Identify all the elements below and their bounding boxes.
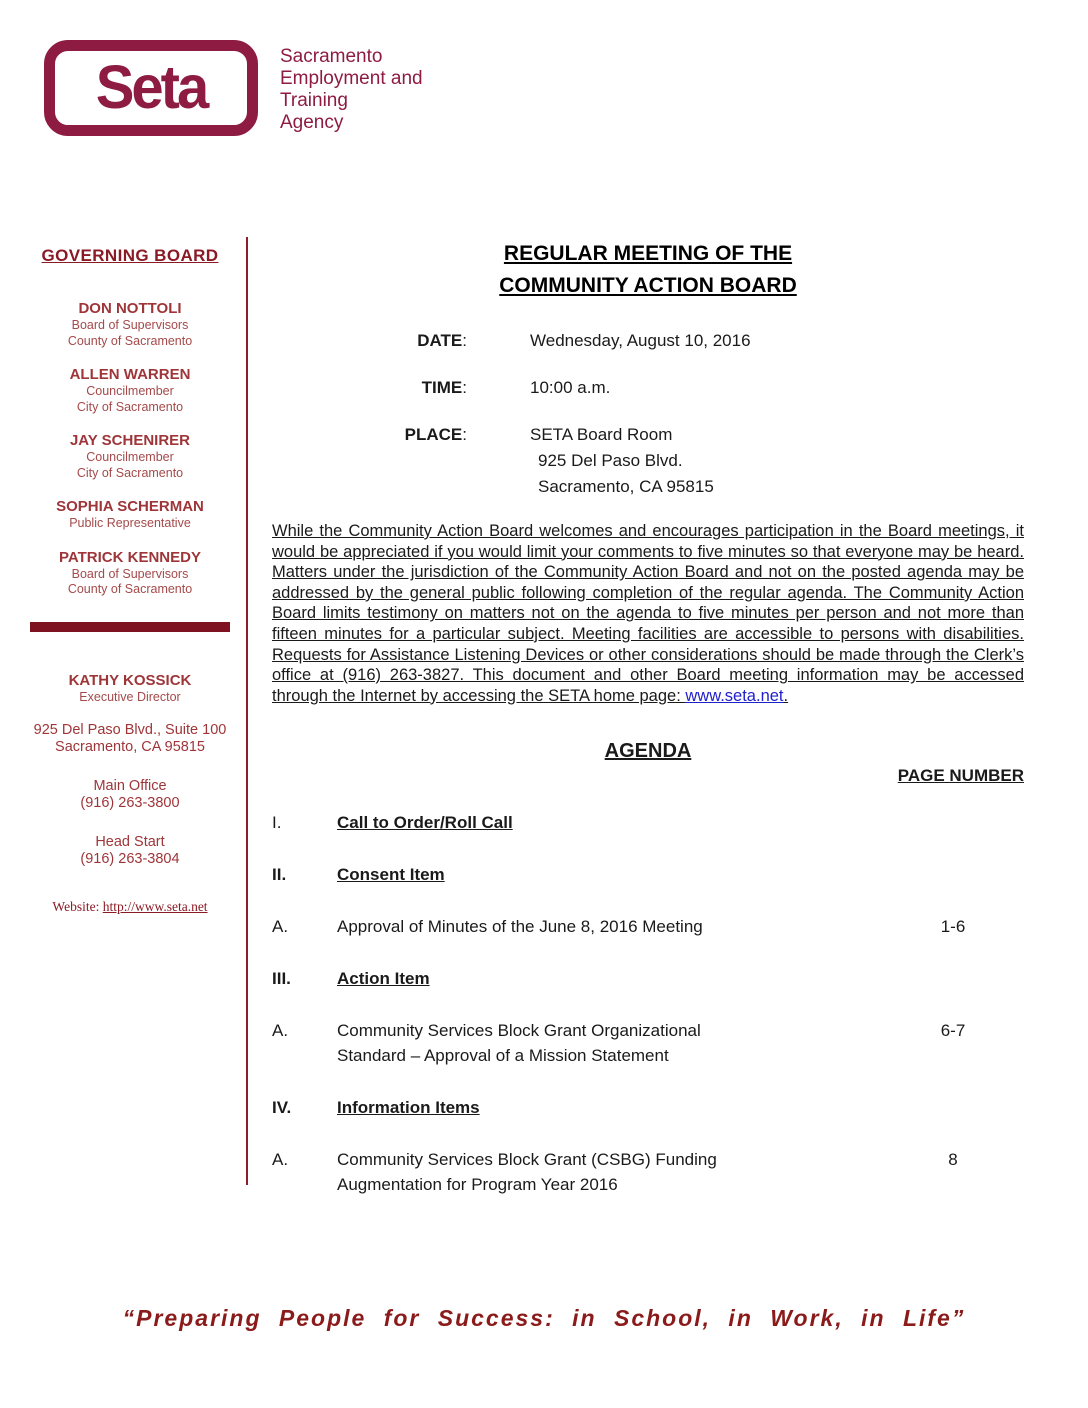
meeting-info-value: Wednesday, August 10, 2016 bbox=[530, 331, 751, 350]
sidebar-divider-bar bbox=[30, 622, 230, 632]
agenda-item-numeral: A. bbox=[272, 1150, 289, 1170]
board-member bbox=[28, 549, 232, 598]
agenda-heading: AGENDA bbox=[604, 740, 692, 763]
page-number-heading: PAGE NUMBER bbox=[897, 766, 1024, 786]
board-member-role: County of Sacramento bbox=[67, 582, 193, 596]
agenda-section-row bbox=[272, 966, 1024, 991]
board-member-role: Councilmember bbox=[86, 450, 174, 464]
agenda-item-pages bbox=[882, 810, 1024, 835]
main-content bbox=[272, 238, 1024, 1224]
board-member-role: Councilmember bbox=[86, 384, 174, 398]
agenda-item-numeral: I. bbox=[272, 813, 282, 833]
contact-block bbox=[28, 778, 232, 812]
sidebar bbox=[28, 246, 232, 915]
meeting-info-row bbox=[272, 422, 1024, 500]
org-name bbox=[280, 46, 423, 134]
meeting-info-label: DATE: bbox=[417, 331, 467, 350]
agenda-item-row bbox=[272, 1018, 1024, 1068]
public-participation-notice bbox=[272, 521, 1024, 706]
agenda-item-numeral: IV. bbox=[272, 1098, 292, 1118]
contact-label: Main Office bbox=[93, 778, 167, 794]
agenda-item-numeral: A. bbox=[272, 1021, 289, 1041]
meeting-info-label: PLACE: bbox=[404, 425, 467, 444]
agenda-item-pages bbox=[882, 862, 1024, 887]
seta-logo-wordmark: Seta bbox=[95, 53, 207, 122]
board-member bbox=[28, 498, 232, 532]
meeting-info-value: SETA Board Room 925 Del Paso Blvd. Sacramento, CA 95815 bbox=[530, 425, 714, 496]
board-member-role: City of Sacramento bbox=[76, 399, 184, 414]
agenda-item-text: Call to Order/Roll Call bbox=[337, 813, 513, 833]
board-member-name: ALLEN WARREN bbox=[69, 366, 191, 383]
board-member-role: Public Representative bbox=[69, 516, 191, 530]
agenda-item-list bbox=[272, 810, 1024, 1197]
org-name-line: Training bbox=[280, 90, 348, 111]
agenda-item-pages bbox=[882, 966, 1024, 991]
website-line bbox=[28, 899, 232, 915]
address-line: 925 Del Paso Blvd., Suite 100 bbox=[33, 722, 227, 738]
vertical-divider bbox=[246, 237, 248, 1185]
agenda-item-text: Information Items bbox=[337, 1098, 480, 1118]
agenda-section-row bbox=[272, 862, 1024, 887]
agenda-item-numeral: III. bbox=[272, 969, 291, 989]
board-member-name: PATRICK KENNEDY bbox=[59, 548, 201, 566]
board-member-role: Board of Supervisors bbox=[71, 318, 189, 332]
agency-address bbox=[28, 722, 232, 756]
board-member-name: DON NOTTOLI bbox=[78, 300, 182, 317]
meeting-info-row bbox=[272, 375, 1024, 401]
executive-director bbox=[28, 672, 232, 706]
contact-phone: (916) 263-3804 bbox=[80, 851, 180, 867]
agenda-item-pages: 8 bbox=[948, 1150, 958, 1170]
meeting-title-line: COMMUNITY ACTION BOARD bbox=[499, 274, 797, 297]
agenda-item-text: Community Services Block Grant (CSBG) Funding Augmentation for Program Year 2016 bbox=[337, 1150, 717, 1195]
board-member-role: City of Sacramento bbox=[76, 465, 184, 480]
board-member bbox=[28, 366, 232, 415]
org-name-line: Sacramento bbox=[280, 46, 383, 67]
agenda-item-text: Action Item bbox=[337, 969, 430, 989]
contact-label: Head Start bbox=[95, 834, 165, 850]
agenda-item-row bbox=[272, 1147, 1024, 1197]
meeting-info-row bbox=[272, 328, 1024, 354]
org-name-line: Agency bbox=[280, 112, 344, 133]
meeting-info bbox=[272, 328, 1024, 500]
meeting-info-value: 10:00 a.m. bbox=[530, 378, 611, 397]
agenda-item-pages: 6-7 bbox=[940, 1021, 966, 1041]
seta-homepage-link[interactable]: www.seta.net bbox=[685, 686, 784, 705]
agenda-section-row bbox=[272, 1095, 1024, 1120]
motto-tagline: “Preparing People for Success: in School, in Work, in Life” bbox=[122, 1305, 966, 1331]
meeting-title-line: REGULAR MEETING OF THE bbox=[503, 242, 793, 265]
agenda-item-numeral: II. bbox=[272, 865, 287, 885]
org-name-line: Employment and bbox=[280, 68, 423, 89]
executive-director-title: Executive Director bbox=[79, 689, 181, 704]
notice-text-after: . bbox=[783, 686, 789, 705]
board-member bbox=[28, 432, 232, 481]
agenda-item-numeral: A. bbox=[272, 917, 289, 937]
contact-list bbox=[28, 778, 232, 868]
website-label: Website: bbox=[52, 899, 100, 914]
board-member-name: JAY SCHENIRER bbox=[69, 432, 191, 449]
agenda-item-text: Consent Item bbox=[337, 865, 445, 885]
meeting-info-label: TIME: bbox=[421, 378, 467, 397]
board-member-list bbox=[28, 300, 232, 598]
contact-phone: (916) 263-3800 bbox=[80, 795, 180, 811]
agenda-item-row bbox=[272, 914, 1024, 939]
contact-block bbox=[28, 834, 232, 868]
agenda-item-pages bbox=[882, 1095, 1024, 1120]
seta-website-link[interactable]: http://www.seta.net bbox=[102, 899, 208, 914]
address-line: Sacramento, CA 95815 bbox=[55, 739, 205, 755]
board-member bbox=[28, 300, 232, 349]
agenda-section-row bbox=[272, 810, 1024, 835]
notice-text-before: While the Community Action Board welcomes and encourages participation in the Board meetings, it would be appreciated if you would limit your comments to five minutes so that everyone may be heard. Matters under the jurisdiction of the Community Action Board and not on the posted agenda may be addressed by the general public following completion of the regular agenda. The Community Action Board limits testimony on matters not on the agenda to five minutes per person and not more than fifteen minutes for a particular subject. Meeting facilities are accessible to persons with disabilities. Requests for Assistance Listening Devices or other considerations should be made through the Clerk’s office at (916) 263-3827. This document and other Board meeting information may be accessed through the Internet by accessing the SETA home page: bbox=[272, 522, 1024, 705]
governing-board-heading: GOVERNING BOARD bbox=[41, 246, 219, 265]
agenda-item-text: Approval of Minutes of the June 8, 2016 Meeting bbox=[337, 917, 703, 937]
agenda-item-pages: 1-6 bbox=[940, 917, 966, 937]
board-member-role: Board of Supervisors bbox=[71, 566, 189, 581]
executive-director-name: KATHY KOSSICK bbox=[68, 671, 192, 689]
meeting-title bbox=[272, 238, 1024, 302]
agenda-item-text: Community Services Block Grant Organizational Standard – Approval of a Mission Statement bbox=[337, 1021, 701, 1066]
board-member-role: County of Sacramento bbox=[67, 333, 193, 348]
board-member-name: SOPHIA SCHERMAN bbox=[56, 498, 204, 515]
seta-logo bbox=[44, 40, 258, 136]
